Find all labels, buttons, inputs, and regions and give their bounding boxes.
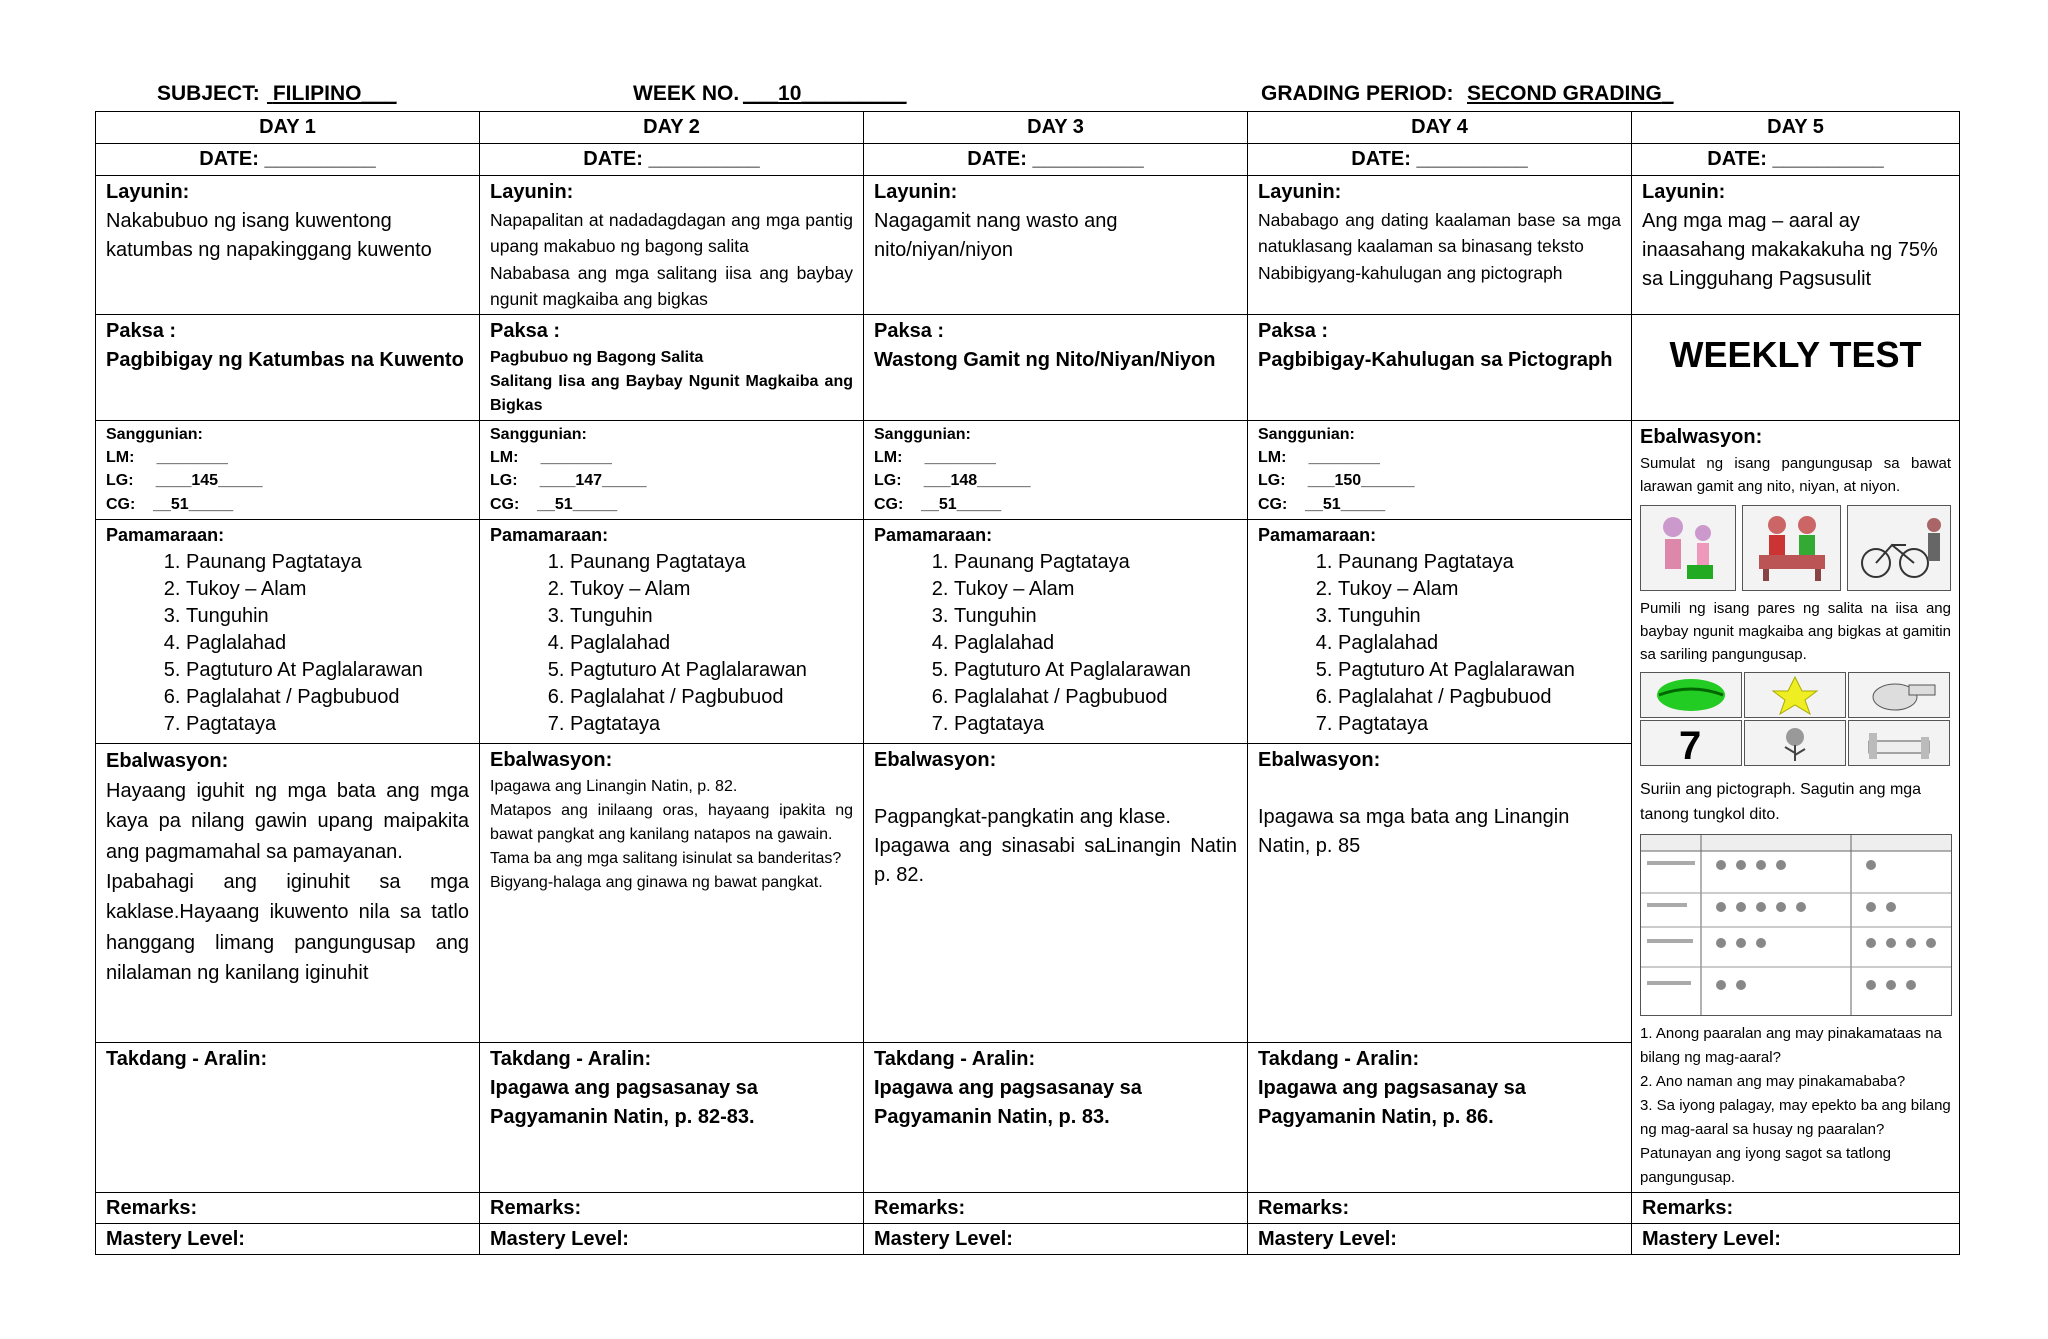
day-1-header: DAY 1 xyxy=(96,112,480,144)
takdang-text: Ipagawa ang pagsasanay sa Pagyamanin Natin, p. 82-83. xyxy=(490,1077,758,1129)
ebalwasyon-day-1 xyxy=(96,743,480,1043)
svg-text:7: 7 xyxy=(1679,724,1702,764)
pamamaraan-day-2 xyxy=(480,519,864,743)
ebalwasyon-label: Ebalwasyon: xyxy=(874,748,997,771)
takdang-label: Takdang - Aralin: xyxy=(490,1048,652,1071)
layunin-day-2 xyxy=(480,176,864,315)
watermelon-picture xyxy=(1640,672,1742,718)
layunin-day-4 xyxy=(1248,176,1632,315)
weekly-test-title: WEEKLY TEST xyxy=(1632,315,1960,421)
ebalwasyon-day-4 xyxy=(1248,743,1632,1043)
remarks-day-5: Remarks: xyxy=(1632,1192,1960,1223)
subject-label: SUBJECT: xyxy=(157,82,260,105)
paksa-day-2 xyxy=(480,315,864,421)
pamamaraan-label: Pamamaraan: xyxy=(874,524,993,545)
paksa-label: Paksa : xyxy=(874,320,945,342)
day-2-header: DAY 2 xyxy=(480,112,864,144)
layunin-day-5 xyxy=(1632,176,1960,315)
flower-picture xyxy=(1744,720,1846,766)
date-day-5: DATE: __________ xyxy=(1632,144,1960,176)
remarks-row xyxy=(96,1192,1960,1223)
whistle-picture xyxy=(1848,672,1950,718)
paksa-day-1 xyxy=(96,315,480,421)
mastery-day-2: Mastery Level: xyxy=(480,1223,864,1254)
ebalwasyon-text: Hayaang iguhit ng mga bata ang mga kaya pa nilang gawin upang maipakita ang pagmamahal sa pamayanan. xyxy=(106,779,469,863)
takdang-day-4 xyxy=(1248,1043,1632,1193)
pamamaraan-label: Pamamaraan: xyxy=(106,524,225,545)
grading-value: SECOND GRADING_ xyxy=(1467,82,1674,105)
week-label: WEEK NO. xyxy=(633,82,740,105)
date-day-1: DATE: __________ xyxy=(96,144,480,176)
remarks-day-1: Remarks: xyxy=(96,1192,480,1223)
ebalwasyon-text: Ipagawa sa mga bata ang Linangin Natin, p. 85 xyxy=(1258,805,1570,857)
ebalwasyon-day-3 xyxy=(864,743,1248,1043)
date-day-4: DATE: __________ xyxy=(1248,144,1632,176)
pamamaraan-label: Pamamaraan: xyxy=(1258,524,1377,545)
layunin-label: Layunin: xyxy=(874,181,958,203)
ebalwasyon-label: Ebalwasyon: xyxy=(490,748,613,771)
paksa-label: Paksa : xyxy=(106,320,177,342)
paksa-text: Wastong Gamit ng Nito/Niyan/Niyon xyxy=(874,349,1216,371)
question-1: 1. Anong paaralan ang may pinakamataas na bilang ng mag-aaral? xyxy=(1640,1024,1942,1066)
remarks-day-4: Remarks: xyxy=(1248,1192,1632,1223)
date-row xyxy=(96,144,1960,176)
layunin-label: Layunin: xyxy=(1642,181,1726,203)
question-2: 2. Ano naman ang may pinakamababa? xyxy=(1640,1072,1906,1090)
pamamaraan-day-4 xyxy=(1248,519,1632,743)
layunin-text: Ang mga mag – aaral ay inaasahang makakakuha ng 75% sa Lingguhang Pagsusulit xyxy=(1642,210,1938,290)
ebalwasyon-text: Matapos ang inilaang oras, hayaang ipakita ng bawat pangkat ang kanilang natapos na gawain. xyxy=(490,801,853,843)
instruction-3: Suriin ang pictograph. Sagutin ang mga tanong tungkol dito. xyxy=(1640,781,1922,824)
takdang-label: Takdang - Aralin: xyxy=(1258,1048,1420,1071)
picture-row-1 xyxy=(1640,505,1951,591)
mastery-day-5: Mastery Level: xyxy=(1632,1223,1960,1254)
paksa-label: Paksa : xyxy=(490,320,561,342)
takdang-text: Ipagawa ang pagsasanay sa Pagyamanin Natin, p. 86. xyxy=(1258,1077,1526,1129)
date-day-3: DATE: __________ xyxy=(864,144,1248,176)
layunin-text: Nagagamit nang wasto ang nito/niyan/niyon xyxy=(874,210,1118,261)
paksa-text: Pagbibigay-Kahulugan sa Pictograph xyxy=(1258,349,1613,371)
page-header xyxy=(95,82,1955,112)
pamamaraan-label: Pamamaraan: xyxy=(490,524,609,545)
ebalwasyon-day-2 xyxy=(480,743,864,1043)
pamamaraan-day-3 xyxy=(864,519,1248,743)
layunin-label: Layunin: xyxy=(106,181,190,203)
sanggunian-day-3: Sanggunian: LM: ________ LG: ___148______ CG: __51_____ xyxy=(864,421,1248,520)
ebalwasyon-text: Pagpangkat-pangkatin ang klase. xyxy=(874,805,1171,828)
sanggunian-row xyxy=(96,421,1960,520)
day-4-header: DAY 4 xyxy=(1248,112,1632,144)
layunin-text: Nababago ang dating kaalaman base sa mga natuklasang kaalaman sa binasang teksto xyxy=(1258,210,1621,257)
mastery-day-1: Mastery Level: xyxy=(96,1223,480,1254)
kids-bench-picture xyxy=(1742,505,1842,591)
ebalwasyon-text: Ipagawa ang sinasabi saLinangin Natin p. 82. xyxy=(874,834,1237,886)
steps-list: 1. Paunang Pagtataya 2. Tukoy – Alam 3. Tunguhin 4. Paglalahad 5. Pagtuturo At Paglalarawan 6. Paglalahat / Pagbubuod 7. Pagtataya xyxy=(490,549,853,738)
paksa-day-4 xyxy=(1248,315,1632,421)
paksa-text: Pagbubuo ng Bagong Salita xyxy=(490,349,704,366)
day-3-header: DAY 3 xyxy=(864,112,1248,144)
paksa-label: Paksa : xyxy=(1258,320,1329,342)
star-picture xyxy=(1744,672,1846,718)
date-day-2: DATE: __________ xyxy=(480,144,864,176)
remarks-day-3: Remarks: xyxy=(864,1192,1248,1223)
steps-list: 1. Paunang Pagtataya 2. Tukoy – Alam 3. Tunguhin 4. Paglalahad 5. Pagtuturo At Paglalarawan 6. Paglalahat / Pagbubuod 7. Pagtataya xyxy=(874,549,1237,738)
instruction-1: Sumulat ng isang pangungusap sa bawat larawan gamit ang nito, niyan, at niyon. xyxy=(1640,455,1951,496)
takdang-day-1 xyxy=(96,1043,480,1193)
sanggunian-day-1: Sanggunian: LM: ________ LG: ____145_____ CG: __51_____ xyxy=(96,421,480,520)
ebalwasyon-day-5 xyxy=(1632,421,1960,1193)
instruction-2: Pumili ng isang pares ng salita na iisa ang baybay ngunit magkaiba ang bigkas at gamitin sa sariling pangungusap. xyxy=(1640,599,1951,663)
seven-picture xyxy=(1640,720,1742,766)
bicycle-picture xyxy=(1847,505,1951,591)
takdang-day-3 xyxy=(864,1043,1248,1193)
sanggunian-day-4: Sanggunian: LM: ________ LG: ___150______ CG: __51_____ xyxy=(1248,421,1632,520)
steps-list: 1. Paunang Pagtataya 2. Tukoy – Alam 3. Tunguhin 4. Paglalahad 5. Pagtuturo At Paglalarawan 6. Paglalahat / Pagbubuod 7. Pagtataya xyxy=(106,549,469,738)
mastery-day-3: Mastery Level: xyxy=(864,1223,1248,1254)
question-3: 3. Sa iyong palagay, may epekto ba ang bilang ng mag-aaral sa husay ng paaralan? Patunayan ang iyong sagot sa tatlong pangungusap. xyxy=(1640,1096,1951,1186)
layunin-text: Nababasa ang mga salitang iisa ang baybay ngunit magkaiba ang bigkas xyxy=(490,262,853,309)
subject-value: FILIPINO___ xyxy=(272,82,397,105)
layunin-text: Napapalitan at nadadagdagan ang mga pantig upang makabuo ng bagong salita xyxy=(490,210,853,257)
week-value: ___10_________ xyxy=(743,82,907,105)
grading-label: GRADING PERIOD: xyxy=(1261,82,1454,105)
mastery-row xyxy=(96,1223,1960,1254)
layunin-day-1 xyxy=(96,176,480,315)
ebalwasyon-text: Tama ba ang mga salitang isinulat sa banderitas? xyxy=(490,849,842,867)
ebalwasyon-label: Ebalwasyon: xyxy=(1640,426,1763,448)
layunin-day-3 xyxy=(864,176,1248,315)
ebalwasyon-label: Ebalwasyon: xyxy=(1258,748,1381,771)
layunin-text: Nabibigyang-kahulugan ang pictograph xyxy=(1258,262,1563,283)
takdang-text: Ipagawa ang pagsasanay sa Pagyamanin Natin, p. 83. xyxy=(874,1077,1142,1129)
ebalwasyon-text: Bigyang-halaga ang ginawa ng bawat pangkat. xyxy=(490,873,823,891)
children-picture xyxy=(1640,505,1736,591)
paksa-day-3 xyxy=(864,315,1248,421)
layunin-label: Layunin: xyxy=(490,181,574,203)
ebalwasyon-text: Ipagawa ang Linangin Natin, p. 82. xyxy=(490,777,738,795)
layunin-label: Layunin: xyxy=(1258,181,1342,203)
paksa-text: Salitang Iisa ang Baybay Ngunit Magkaiba ang Bigkas xyxy=(490,373,853,414)
sanggunian-day-2: Sanggunian: LM: ________ LG: ____147_____ CG: __51_____ xyxy=(480,421,864,520)
lesson-plan-table xyxy=(95,111,1960,1255)
ebalwasyon-label: Ebalwasyon: xyxy=(106,749,229,772)
takdang-label: Takdang - Aralin: xyxy=(874,1048,1036,1071)
ebalwasyon-text: Ipabahagi ang iginuhit sa mga kaklase.Hayaang ikuwento nila sa tatlo hanggang limang pangungusap ang nilalaman ng kanilang iginuhit xyxy=(106,871,469,985)
remarks-day-2: Remarks: xyxy=(480,1192,864,1223)
layunin-row xyxy=(96,176,1960,315)
pamamaraan-day-1 xyxy=(96,519,480,743)
takdang-label: Takdang - Aralin: xyxy=(106,1048,268,1071)
pictograph-table xyxy=(1640,834,1952,1016)
layunin-text: Nakabubuo ng isang kuwentong katumbas ng napakinggang kuwento xyxy=(106,210,432,261)
takdang-day-2 xyxy=(480,1043,864,1193)
paksa-row xyxy=(96,315,1960,421)
mastery-day-4: Mastery Level: xyxy=(1248,1223,1632,1254)
bed-picture xyxy=(1848,720,1950,766)
day-header-row xyxy=(96,112,1960,144)
steps-list: 1. Paunang Pagtataya 2. Tukoy – Alam 3. Tunguhin 4. Paglalahad 5. Pagtuturo At Paglalarawan 6. Paglalahat / Pagbubuod 7. Pagtataya xyxy=(1258,549,1621,738)
picture-grid-2 xyxy=(1640,672,1951,766)
day-5-header: DAY 5 xyxy=(1632,112,1960,144)
paksa-text: Pagbibigay ng Katumbas na Kuwento xyxy=(106,349,464,371)
